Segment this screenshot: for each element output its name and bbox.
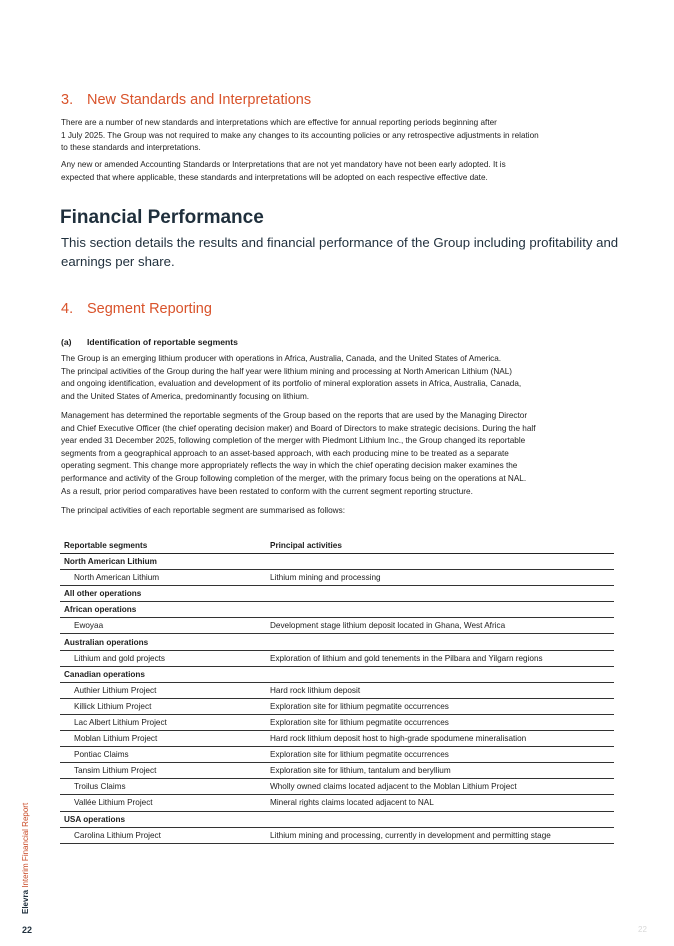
text-line: and the United States of America, predominantly focusing on lithium. <box>61 391 310 401</box>
table-row <box>60 570 614 586</box>
table-row <box>60 682 614 698</box>
financial-performance-title: Financial Performance <box>60 207 264 228</box>
brand-name: Elevra <box>21 889 30 914</box>
activity-cell: Lithium mining and processing <box>270 570 614 586</box>
segment-cell: Troilus Claims <box>60 779 270 795</box>
segment-cell: USA operations <box>60 811 270 827</box>
segment-cell: North American Lithium <box>60 554 270 570</box>
activity-cell: Exploration site for lithium, tantalum and beryllium <box>270 763 614 779</box>
table-row <box>60 650 614 666</box>
table-row <box>60 554 614 570</box>
table-row <box>60 602 614 618</box>
table-row <box>60 795 614 811</box>
side-footer <box>18 778 32 914</box>
section-number: 3. <box>61 92 74 108</box>
table-row <box>60 714 614 730</box>
text-line: performance and activity of the Group following completion of the merger, with the primary focus being on the operations at NAL. <box>61 473 527 483</box>
segment-cell: Ewoyaa <box>60 618 270 634</box>
segment-cell: All other operations <box>60 586 270 602</box>
text-line: As a result, prior period comparatives have been restated to conform with the current segment reporting structure. <box>61 486 473 496</box>
subsection-number: (a) <box>61 337 72 347</box>
report-label <box>21 803 30 914</box>
segments-table <box>60 537 614 844</box>
text-line: 1 July 2025. The Group was not required to make any changes to its accounting policies or any retrospective adjustments in relation <box>61 130 539 140</box>
table-row <box>60 731 614 747</box>
segment-cell: North American Lithium <box>60 570 270 586</box>
table-row <box>60 747 614 763</box>
text-line: The principal activities of the Group during the half year were lithium mining and processing at North American Lithium (NAL) <box>61 366 512 376</box>
activity-cell <box>270 554 614 570</box>
paragraph <box>61 117 617 155</box>
report-title: Interim Financial Report <box>21 802 30 888</box>
text-line: segments from a geographical approach to an asset-based approach, with each producing mine to be treated as a separate <box>61 448 509 458</box>
table-row <box>60 827 614 843</box>
activity-cell: Hard rock lithium deposit <box>270 682 614 698</box>
page-number: 22 <box>22 925 33 935</box>
text-line: operating segment. This change more appropriately reflects the way in which the chief operating decision maker examines the <box>61 461 518 471</box>
activity-cell: Exploration site for lithium pegmatite occurrences <box>270 747 614 763</box>
segment-cell: Authier Lithium Project <box>60 682 270 698</box>
paragraph: The principal activities of each reportable segment are summarised as follows: <box>61 506 345 515</box>
activity-cell <box>270 811 614 827</box>
activity-cell: Lithium mining and processing, currently in development and permitting stage <box>270 827 614 843</box>
text-line: to these standards and interpretations. <box>61 143 201 153</box>
text-line: The Group is an emerging lithium producer with operations in Africa, Australia, Canada, and the United States of America. <box>61 354 502 363</box>
section-4-heading <box>61 301 212 317</box>
section-title: Segment Reporting <box>87 301 212 317</box>
activity-cell <box>270 586 614 602</box>
text-line: Management has determined the reportable segments of the Group based on the reports that are used by the Managing Director <box>61 411 528 420</box>
table-row <box>60 618 614 634</box>
segment-cell: African operations <box>60 602 270 618</box>
segment-cell: Pontiac Claims <box>60 747 270 763</box>
segment-cell: Killick Lithium Project <box>60 698 270 714</box>
segment-cell: Lac Albert Lithium Project <box>60 714 270 730</box>
text-line: expected that where applicable, these standards and interpretations will be adopted on each respective effective date. <box>61 172 488 182</box>
table-row <box>60 763 614 779</box>
text-line: There are a number of new standards and interpretations which are effective for annual reporting periods beginning after <box>61 118 497 127</box>
table-row <box>60 698 614 714</box>
table-header-row <box>60 537 614 554</box>
segment-cell: Lithium and gold projects <box>60 650 270 666</box>
section-title: New Standards and Interpretations <box>87 92 312 108</box>
activity-cell <box>270 666 614 682</box>
activity-cell: Mineral rights claims located adjacent to NAL <box>270 795 614 811</box>
text-line: year ended 31 December 2025, following completion of the merger with Piedmont Lithium Inc., the Group changed its reportable <box>61 436 526 446</box>
activity-cell <box>270 634 614 650</box>
text-line: and ongoing identification, evaluation and development of its portfolio of mineral exploration assets in Africa, Australia, Canada, <box>61 379 522 389</box>
paragraph <box>61 353 617 403</box>
text-line: and Chief Executive Officer (the chief operating decision maker) and Board of Directors to make strategic decisions. During the half <box>61 423 536 433</box>
page-number-faint: 22 <box>638 925 647 934</box>
subsection-title: Identification of reportable segments <box>87 337 238 347</box>
activity-cell <box>270 602 614 618</box>
segment-cell: Australian operations <box>60 634 270 650</box>
activity-cell: Wholly owned claims located adjacent to the Moblan Lithium Project <box>270 779 614 795</box>
column-header: Reportable segments <box>60 537 270 554</box>
financial-performance-description: This section details the results and financial performance of the Group including profitability and earnings per share. <box>61 235 619 269</box>
activity-cell: Exploration site for lithium pegmatite occurrences <box>270 698 614 714</box>
table-row <box>60 811 614 827</box>
segment-cell: Vallée Lithium Project <box>60 795 270 811</box>
table-row <box>60 634 614 650</box>
section-3-heading <box>61 92 311 108</box>
table-row <box>60 666 614 682</box>
segment-cell: Tansim Lithium Project <box>60 763 270 779</box>
segment-cell: Canadian operations <box>60 666 270 682</box>
paragraph <box>61 410 617 498</box>
segment-cell: Moblan Lithium Project <box>60 731 270 747</box>
table-row <box>60 586 614 602</box>
paragraph <box>61 159 617 184</box>
table-row <box>60 779 614 795</box>
activity-cell: Exploration site for lithium pegmatite occurrences <box>270 714 614 730</box>
text-line: Any new or amended Accounting Standards or Interpretations that are not yet mandatory have not been early adopted. It is <box>61 160 506 169</box>
segment-cell: Carolina Lithium Project <box>60 827 270 843</box>
column-header: Principal activities <box>270 537 614 554</box>
section-number: 4. <box>61 301 74 317</box>
activity-cell: Exploration of lithium and gold tenements in the Pilbara and Yilgarn regions <box>270 650 614 666</box>
activity-cell: Hard rock lithium deposit host to high-grade spodumene mineralisation <box>270 731 614 747</box>
activity-cell: Development stage lithium deposit located in Ghana, West Africa <box>270 618 614 634</box>
subsection-heading <box>61 337 238 347</box>
